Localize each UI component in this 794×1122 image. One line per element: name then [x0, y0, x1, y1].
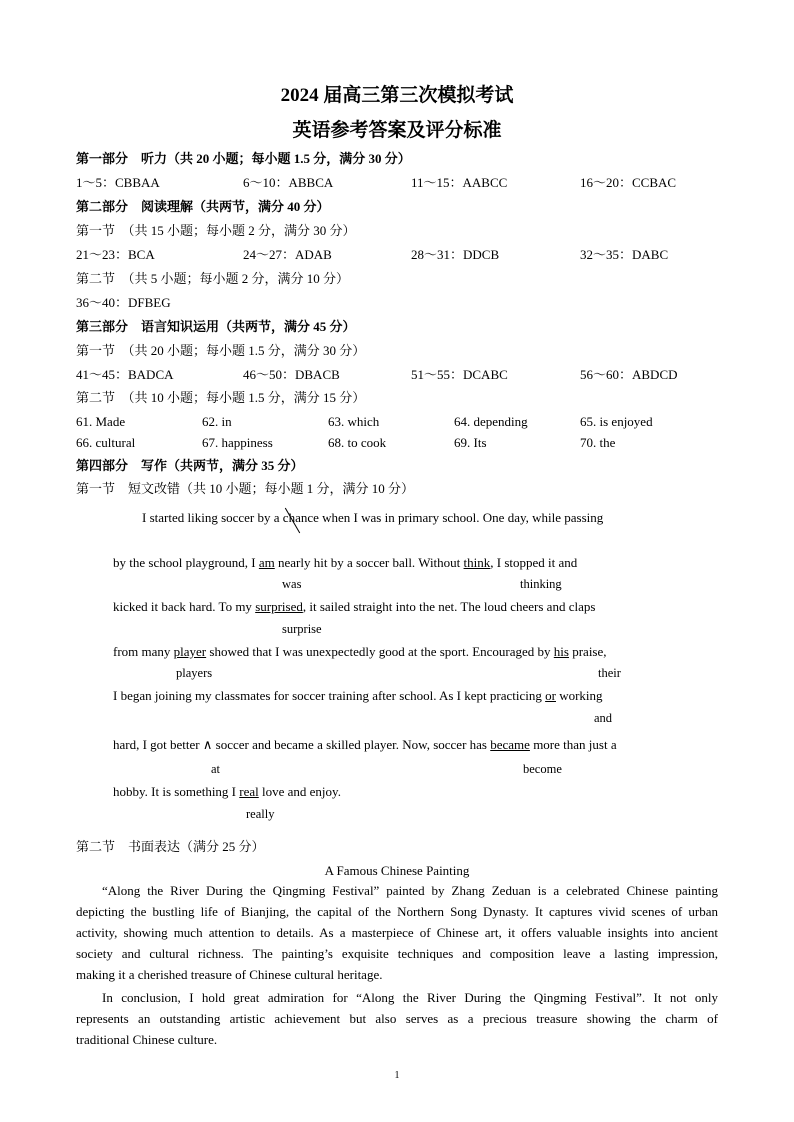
answer-group: 46～50：DBACB	[243, 367, 340, 382]
essay-paragraph-1	[76, 880, 718, 985]
part1-heading: 第一部分 听力（共 20 小题；每小题 1.5 分，满分 30 分）	[76, 151, 411, 166]
document-subtitle: 英语参考答案及评分标准	[292, 120, 502, 141]
correction-word: really	[246, 807, 275, 821]
answer-group: 11～15：AABCC	[411, 175, 508, 190]
fill-answer: 70. the	[580, 435, 616, 450]
correction-line-5: I began joining my classmates for soccer training after school. As I kept practicing or working	[113, 688, 603, 703]
part2-section1: 第一节 （共 15 小题；每小题 2 分，满分 30 分）	[76, 223, 356, 238]
correction-line-4: from many player showed that I was unexpectedly good at the sport. Encouraged by his praise,	[113, 644, 607, 659]
correction-word: thinking	[520, 577, 562, 591]
answer-group: 28～31：DDCB	[411, 247, 500, 262]
correction-line-1: I started liking soccer by a chance when I was in primary school. One day, while passing	[142, 510, 604, 525]
page-number: 1	[394, 1070, 400, 1081]
error-word: think	[463, 555, 491, 570]
part3-section1: 第一节 （共 20 小题；每小题 1.5 分，满分 30 分）	[76, 343, 366, 358]
answer-group: 6～10：ABBCA	[243, 175, 334, 190]
correction-word: their	[598, 666, 621, 680]
correction-word: and	[594, 711, 613, 725]
correction-word: become	[523, 762, 562, 776]
essay-line: activity, showing much attention to details. As a masterpiece of Chinese art, it offers valuable insights into ancient	[76, 925, 718, 940]
part3-heading: 第三部分 语言知识运用（共两节，满分 45 分）	[76, 319, 356, 334]
answer-group: 51～55：DCABC	[411, 367, 508, 382]
error-word: his	[553, 644, 569, 659]
fill-answer: 67. happiness	[202, 435, 273, 450]
deleted-word: a	[273, 510, 280, 525]
correction-word: players	[176, 666, 213, 680]
essay-line: making it a cherished treasure of Chinese cultural heritage.	[76, 967, 383, 982]
fill-answer: 69. Its	[454, 435, 487, 450]
part3-section2: 第二节 （共 10 小题；每小题 1.5 分，满分 15 分）	[76, 390, 366, 405]
part4-section1: 第一节 短文改错（共 10 小题；每小题 1 分，满分 10 分）	[76, 481, 415, 496]
answer-group: 24～27：ADAB	[243, 247, 332, 262]
error-word: am	[258, 555, 275, 570]
essay-title: A Famous Chinese Painting	[324, 863, 470, 878]
essay-line: “Along the River During the Qingming Festival” painted by Zhang Zeduan is a celebrated Chinese painting	[102, 883, 718, 898]
error-word: became	[490, 737, 530, 752]
part2-heading: 第二部分 阅读理解（共两节，满分 40 分）	[76, 199, 330, 214]
correction-line-2: by the school playground, I am nearly hit by a soccer ball. Without think, I stopped it and	[113, 555, 578, 570]
answer-group: 56～60：ABDCD	[580, 367, 678, 382]
fill-answer: 61. Made	[76, 414, 126, 429]
answer-group: 36～40：DFBEG	[76, 295, 171, 310]
document-title: 2024 届高三第三次模拟考试	[280, 85, 514, 106]
fill-answer: 63. which	[328, 414, 380, 429]
essay-line: society and cultural richness. The painting’s exquisite techniques and composition leave a lasting impression,	[76, 946, 718, 961]
error-word: surprised	[255, 599, 303, 614]
essay-line: traditional Chinese culture.	[76, 1032, 218, 1047]
error-word: real	[239, 784, 259, 799]
fill-answer: 68. to cook	[328, 435, 387, 450]
correction-line-3: kicked it back hard. To my surprised, it sailed straight into the net. The loud cheers and claps	[113, 599, 596, 614]
essay-line: depicting the bustling life of Bianjing, the capital of the Northern Song Dynasty. It captures vivid scenes of urban	[76, 904, 718, 919]
answer-group: 32～35：DABC	[580, 247, 669, 262]
part2-section2: 第二节 （共 5 小题；每小题 2 分，满分 10 分）	[76, 271, 350, 286]
essay-paragraph-2	[76, 987, 718, 1050]
part4-heading: 第四部分 写作（共两节，满分 35 分）	[76, 458, 304, 473]
answer-group: 21～23：BCA	[76, 247, 155, 262]
insert-caret: ∧	[202, 737, 213, 752]
correction-line-6: hard, I got better ∧ soccer and became a skilled player. Now, soccer has became more than just a	[113, 737, 617, 752]
correction-word: was	[282, 577, 302, 591]
answer-group: 41～45：BADCA	[76, 367, 174, 382]
essay-line: In conclusion, I hold great admiration for “Along the River During the Qingming Festival”. It not only	[102, 990, 718, 1005]
error-word: or	[545, 688, 556, 703]
correction-word: surprise	[282, 622, 322, 636]
fill-answer: 64. depending	[454, 414, 528, 429]
correction-word: at	[211, 762, 221, 776]
correction-line-7: hobby. It is something I real love and enjoy.	[113, 784, 341, 799]
fill-answer: 65. is enjoyed	[580, 414, 653, 429]
fill-answer: 62. in	[202, 414, 232, 429]
error-word: player	[173, 644, 207, 659]
essay-line: represents an outstanding artistic achievement but also serves as a precious treasure showing the charm of	[76, 1011, 718, 1026]
part4-section2: 第二节 书面表达（满分 25 分）	[76, 839, 265, 854]
answer-group: 1～5：CBBAA	[76, 175, 160, 190]
fill-answer: 66. cultural	[76, 435, 136, 450]
answer-group: 16～20：CCBAC	[580, 175, 677, 190]
